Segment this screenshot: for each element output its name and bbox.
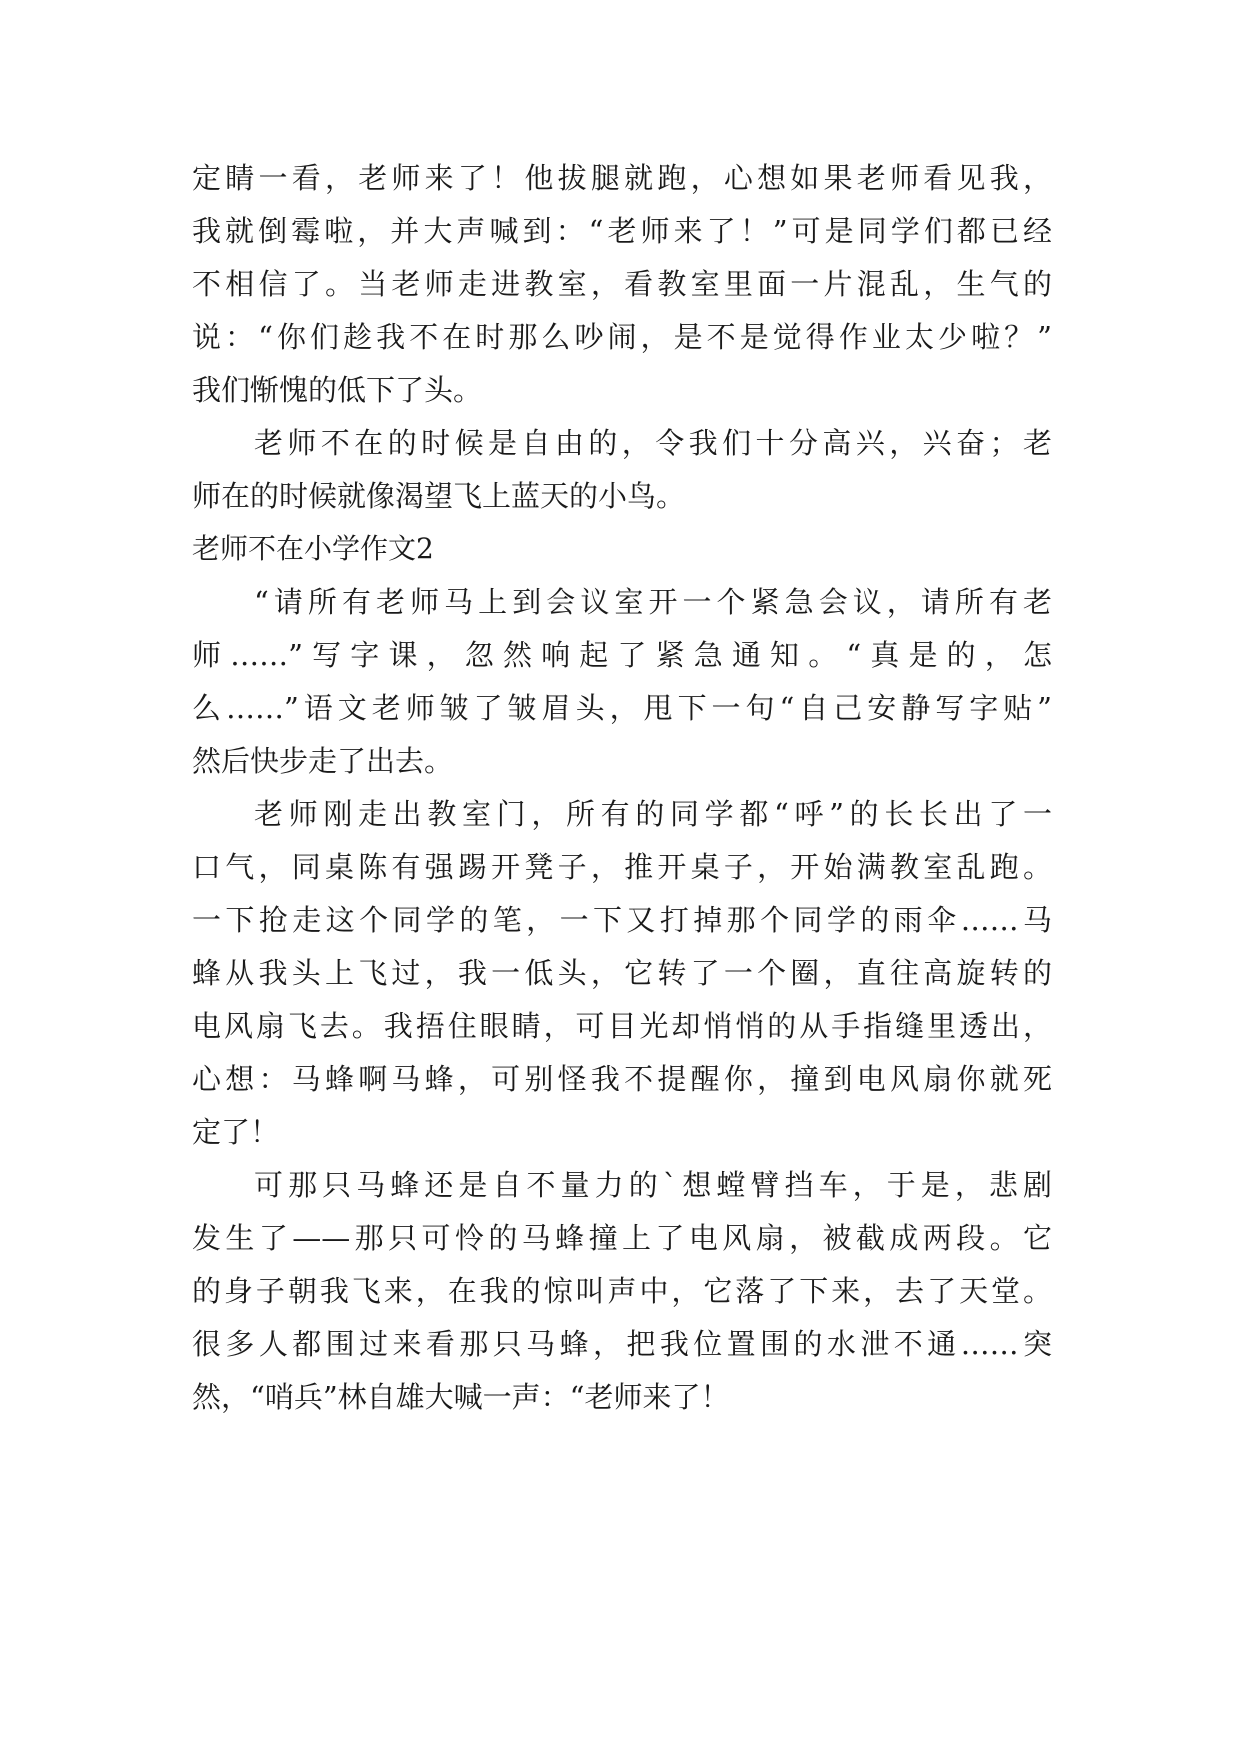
paragraph-line: 说：“你们趁我不在时那么吵闹，是不是觉得作业太少啦？” <box>192 320 1052 354</box>
paragraph-line: 师在的时候就像渴望飞上蓝天的小鸟。 <box>192 479 686 513</box>
paragraph-line: 不相信了。当老师走进教室，看教室里面一片混乱，生气的 <box>192 267 1052 301</box>
paragraph-line: 一下抢走这个同学的笔，一下又打掉那个同学的雨伞……马 <box>192 903 1052 937</box>
paragraph-line: “请所有老师马上到会议室开一个紧急会议，请所有老 <box>254 585 1052 619</box>
paragraph-line: 然后快步走了出去。 <box>192 744 454 778</box>
paragraph-line: 定睛一看，老师来了！他拔腿就跑，心想如果老师看见我， <box>192 161 1052 195</box>
paragraph-line: 发生了——那只可怜的马蜂撞上了电风扇，被截成两段。它 <box>192 1221 1052 1255</box>
paragraph-line: 口气，同桌陈有强踢开凳子，推开桌子，开始满教室乱跑。 <box>192 850 1052 884</box>
paragraph-line: 师……”写字课，忽然响起了紧急通知。“真是的，怎 <box>192 638 1052 672</box>
paragraph-line: 老师不在的时候是自由的，令我们十分高兴，兴奋；老 <box>254 426 1052 460</box>
paragraph-line: 电风扇飞去。我捂住眼睛，可目光却悄悄的从手指缝里透出， <box>192 1009 1052 1043</box>
paragraph-line: 心想：马蜂啊马蜂，可别怪我不提醒你，撞到电风扇你就死 <box>192 1062 1052 1096</box>
paragraph-line: 定了！ <box>192 1115 280 1149</box>
paragraph-line: 我们惭愧的低下了头。 <box>192 373 483 407</box>
paragraph-line: 可那只马蜂还是自不量力的`想螳臂挡车，于是，悲剧 <box>254 1168 1052 1202</box>
paragraph-line: 很多人都围过来看那只马蜂，把我位置围的水泄不通……突 <box>192 1327 1052 1361</box>
paragraph-line: 我就倒霉啦，并大声喊到：“老师来了！”可是同学们都已经 <box>192 214 1052 248</box>
paragraph-line: 老师刚走出教室门，所有的同学都“呼”的长长出了一 <box>254 797 1052 831</box>
paragraph-line: 蜂从我头上飞过，我一低头，它转了一个圈，直往高旋转的 <box>192 956 1052 990</box>
paragraph-line: 么……”语文老师皱了皱眉头，甩下一句“自己安静写字贴” <box>192 691 1052 725</box>
section-heading: 老师不在小学作文2 <box>192 532 434 565</box>
paragraph-line: 的身子朝我飞来，在我的惊叫声中，它落了下来，去了天堂。 <box>192 1274 1052 1308</box>
paragraph-line: 然，“哨兵”林自雄大喊一声：“老师来了！ <box>192 1380 730 1414</box>
